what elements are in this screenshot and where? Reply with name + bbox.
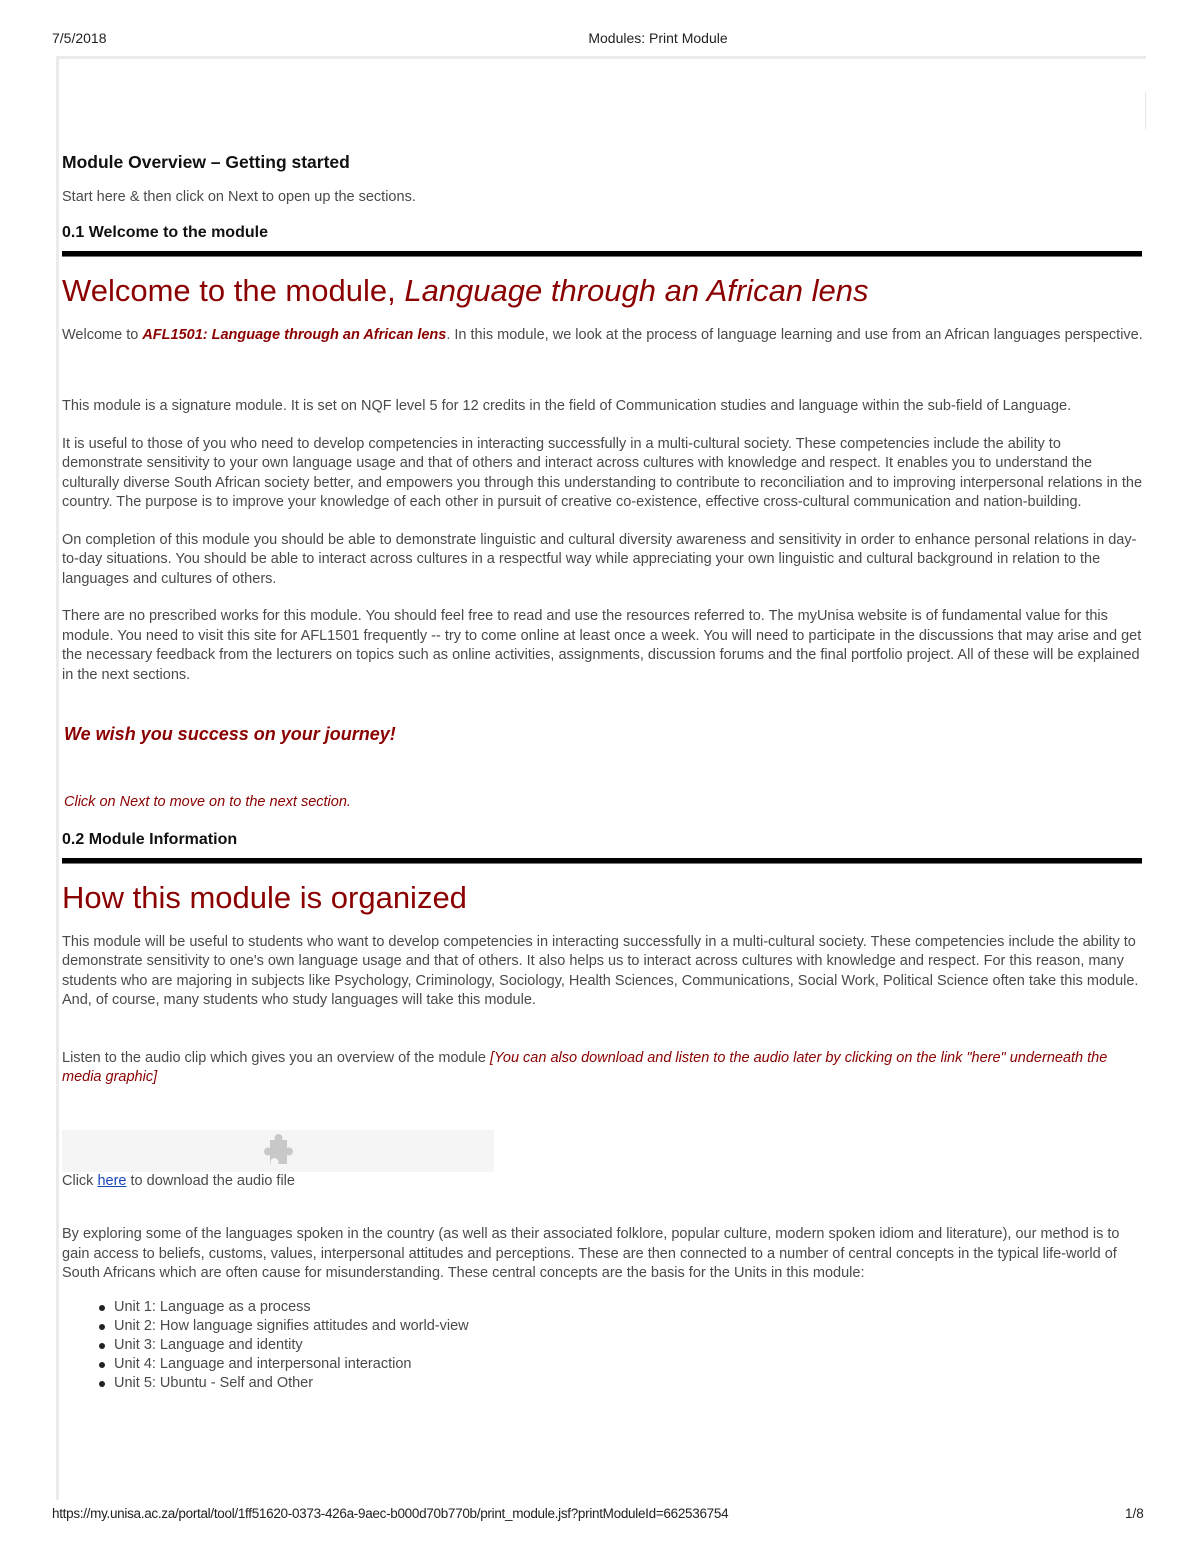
list-item: Unit 1: Language as a process (114, 1298, 1144, 1317)
paragraph-usefulness: It is useful to those of you who need to develop competencies in interacting successfully in a multi-cultural society. These competencies include the ability to demonstrate sensitivity to your own language usage and that of others and interact across cultures with knowledge and respect. It enables you to understand the culturally diverse South African society better, and empowers you through this understanding to contribute to reconciliation and to improving interpersonal relations in the country. The purpose is to improve your knowledge of each other in pursuit of creative co-existence, effective cross-cultural communication and nation-building. (62, 435, 1143, 510)
page-number: 1/8 (1125, 1506, 1144, 1521)
paragraph-outcomes: On completion of this module you should be able to demonstrate linguistic and cultural diversity awareness and sensitivity in order to enhance personal relations in day-to-day situations. You should be able to interact across cultures in a respectful way while appreciating your own linguistic and cultural background in relation to the languages and cultures of others. (62, 531, 1137, 587)
welcome-suffix: . In this module, we look at the process of language learning and use from an African languages perspective. (446, 326, 1143, 343)
list-item: Unit 2: How language signifies attitudes and world-view (114, 1317, 1144, 1336)
welcome-prefix: Welcome to (62, 326, 143, 343)
section-divider (62, 858, 1142, 864)
print-header (0, 30, 1200, 48)
print-date: 7/5/2018 (52, 30, 107, 46)
success-wish: We wish you success on your journey! (64, 724, 396, 744)
puzzle-plugin-icon (258, 1132, 298, 1170)
module-overview-intro: Start here & then click on Next to open up the sections. (62, 188, 416, 205)
paragraph-usefulness-students: This module will be useful to students who want to develop competencies in interacting successfully in a multi-cultural society. These competencies include the ability to demonstrate sensitivity to one's own language usage and that of others. It also helps us to interact across cultures with knowledge and respect. For this reason, many students who are majoring in subjects like Psychology, Criminology, Sociology, Health Sciences, Communications, Social Work, Political Science often take this module. And, of course, many students who study languages will take this module. (62, 933, 1139, 1008)
download-audio-link[interactable]: here (97, 1172, 127, 1189)
module-content (62, 150, 1144, 1393)
list-item: Unit 3: Language and identity (114, 1336, 1144, 1355)
section-title-0-1: 0.1 Welcome to the module (62, 224, 268, 241)
frame-border-top (58, 56, 1146, 59)
download-prefix: Click (62, 1172, 98, 1189)
module-overview-title: Module Overview – Getting started (62, 152, 350, 172)
audio-download-note: [You can also download and listen to the audio later by clicking on the link "here" underneath the media graphic] (62, 1049, 1108, 1085)
welcome-heading (62, 273, 1144, 309)
page-url: https://my.unisa.ac.za/portal/tool/1ff51620-0373-426a-9aec-b000d70b770b/print_module.jsf?printModuleId=662536754 (52, 1506, 729, 1521)
audio-media-player[interactable] (62, 1130, 494, 1172)
print-title: Modules: Print Module (588, 30, 728, 46)
frame-border-left (56, 56, 59, 1500)
list-item: Unit 4: Language and interpersonal interaction (114, 1355, 1144, 1374)
list-item: Unit 5: Ubuntu - Self and Other (114, 1374, 1144, 1393)
next-section-note: Click on Next to move on to the next section. (64, 793, 351, 810)
download-suffix: to download the audio file (126, 1172, 295, 1189)
welcome-heading-plain: Welcome to the module, (62, 272, 405, 308)
frame-border-right (1145, 92, 1146, 129)
section-title-0-2: 0.2 Module Information (62, 831, 238, 848)
course-name: AFL1501: Language through an African lens (142, 326, 447, 343)
paragraph-signature: This module is a signature module. It is set on NQF level 5 for 12 credits in the field of Communication studies and language within the sub-field of Language. (62, 398, 1072, 414)
section-divider (62, 251, 1142, 257)
welcome-heading-italic: Language through an African lens (404, 272, 869, 308)
welcome-paragraph (62, 326, 1144, 346)
audio-intro-text: Listen to the audio clip which gives you an overview of the module (62, 1049, 490, 1066)
download-line (62, 1172, 1144, 1192)
organized-heading: How this module is organized (62, 879, 467, 915)
audio-intro-paragraph (62, 1049, 1144, 1088)
units-list (62, 1298, 1144, 1393)
paragraph-resources: There are no prescribed works for this module. You should feel free to read and use the resources referred to. The myUnisa website is of fundamental value for this module. You need to visit this site for AFL1501 frequently -- try to come online at least once a week. You will need to participate in the discussions that may arise and get the necessary feedback from the lecturers on topics such as online activities, assignments, discussion forums and the final portfolio project. All of these will be explained in the next sections. (62, 608, 1142, 683)
paragraph-method: By exploring some of the languages spoken in the country (as well as their associated folklore, popular culture, modern spoken idiom and literature), our method is to gain access to beliefs, customs, values, interpersonal attitudes and perceptions. These are then connected to a number of central concepts in the typical life-world of South Africans which are often cause for misunderstanding. These central concepts are the basis for the Units in this module: (62, 1226, 1120, 1281)
